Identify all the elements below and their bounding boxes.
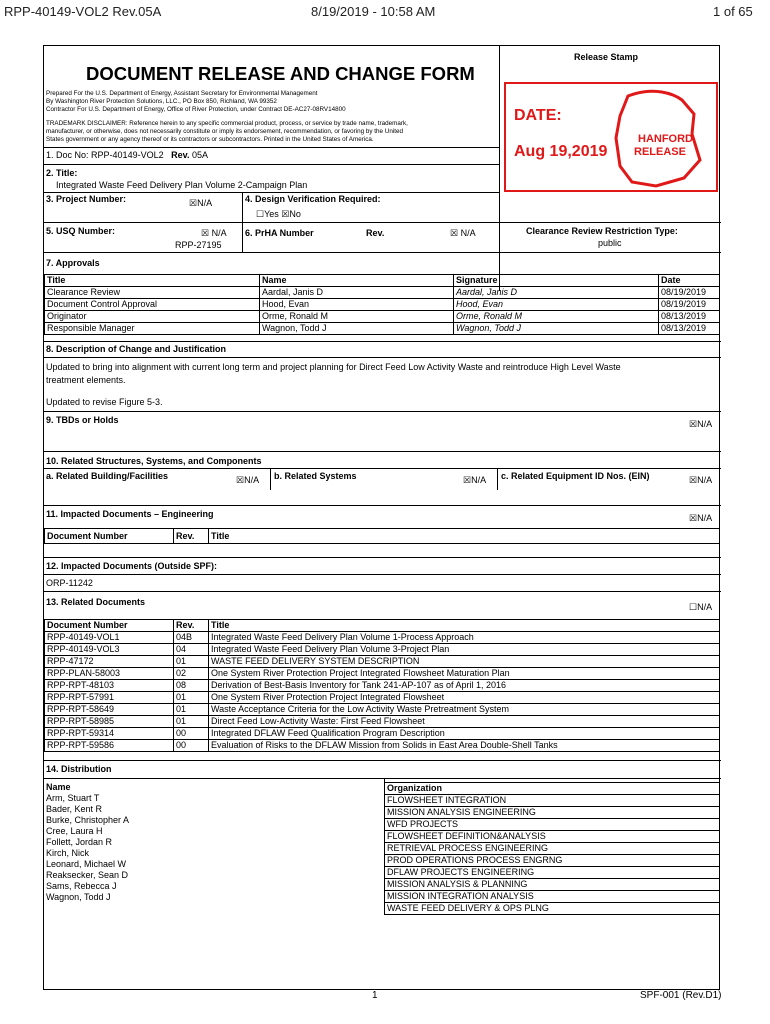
related-docs-na[interactable]: ☐N/A bbox=[689, 602, 713, 612]
table-row: RPP-RPT-57991 01 One System River Protection Project Integrated Flowsheet bbox=[45, 692, 720, 704]
related-ssc-label: 10. Related Structures, Systems, and Components bbox=[46, 456, 262, 466]
trademark-disclaimer: TRADEMARK DISCLAIMER: Reference herein to any specific commercial product, process, or service by trade name, trademark, manufacturer, or otherwise, does not necessarily constitute or imply its endorsement, recommendation, or favoring by the United States government or any agency thereof or its contractors or subcontractors. Printed in the United States of America. bbox=[46, 120, 408, 144]
description-label: 8. Description of Change and Justification bbox=[46, 344, 227, 354]
list-item: Bader, Kent R bbox=[46, 804, 103, 814]
release-stamp bbox=[504, 82, 718, 192]
prha-na[interactable]: ☒ N/A bbox=[450, 228, 476, 238]
table-row: Clearance Review Aardal, Janis D Aardal, Janis D 08/19/2019 bbox=[45, 287, 720, 299]
table-row: DFLAW PROJECTS ENGINEERING bbox=[385, 867, 720, 879]
list-item: Burke, Christopher A bbox=[46, 815, 130, 825]
tbd-label: 9. TBDs or Holds bbox=[46, 415, 119, 425]
distribution-names: Name Arm, Stuart T Bader, Kent R Burke, Christopher A Cree, Laura H Follett, Jordan R Kirch, Nick Leonard, Michael W Reaksecker, Sean D Sams, Rebecca J Wagnon, Todd J bbox=[46, 782, 130, 902]
table-row: PROD OPERATIONS PROCESS ENGRNG bbox=[385, 855, 720, 867]
list-item: Wagnon, Todd J bbox=[46, 892, 111, 902]
description-text: Updated to bring into alignment with current long term and project planning for Direct Feed Low Activity Waste and reintroduce High Level Waste treatment elements. bbox=[46, 362, 621, 385]
impacted-outside-value: ORP-11242 bbox=[46, 578, 93, 588]
related-docs-header: Document Number Rev. Title bbox=[45, 620, 720, 632]
table-row: Responsible Manager Wagnon, Todd J Wagnon, Todd J 08/13/2019 bbox=[45, 323, 720, 335]
list-item: Leonard, Michael W bbox=[46, 859, 127, 869]
project-number-na[interactable]: ☒N/A bbox=[189, 198, 213, 208]
doc-title: Integrated Waste Feed Delivery Plan Volume 2-Campaign Plan bbox=[56, 180, 308, 190]
approvals-header: Title Name Signature Date bbox=[45, 275, 720, 287]
usq-label: 5. USQ Number: bbox=[46, 226, 116, 236]
list-item: Cree, Laura H bbox=[46, 826, 103, 836]
related-buildings-label: a. Related Building/Facilities bbox=[46, 471, 169, 481]
footer-form-id: SPF-001 (Rev.D1) bbox=[640, 990, 722, 1001]
related-systems-na[interactable]: ☒N/A bbox=[463, 475, 487, 485]
header-datetime: 8/19/2019 - 10:58 AM bbox=[311, 4, 436, 19]
prha-label: 6. PrHA Number bbox=[245, 228, 314, 238]
project-number-label: 3. Project Number: bbox=[46, 194, 127, 204]
description-text-2: Updated to revise Figure 5-3. bbox=[46, 397, 163, 407]
table-row: RPP-47172 01 WASTE FEED DELIVERY SYSTEM DESCRIPTION bbox=[45, 656, 720, 668]
form-title: DOCUMENT RELEASE AND CHANGE FORM bbox=[86, 63, 475, 84]
related-systems-label: b. Related Systems bbox=[274, 471, 357, 481]
distribution-org-table: Organization FLOWSHEET INTEGRATION MISSION ANALYSIS ENGINEERING WFD PROJECTS FLOWSHEET DEFINITION&ANALYSIS RETRIEVAL PROCESS ENGINEERING PROD OPERATIONS PROCESS ENGRNG DFLAW PROJECTS ENGINEERING MISSION ANALYSIS & PLANNING MISSION INTEGRATION ANALYSIS WASTE FEED DELIVERY & OPS PLNG bbox=[384, 782, 720, 915]
table-row: MISSION ANALYSIS & PLANNING bbox=[385, 879, 720, 891]
impacted-eng-header: Document Number Rev. Title bbox=[45, 529, 720, 544]
table-row: Originator Orme, Ronald M Orme, Ronald M 08/13/2019 bbox=[45, 311, 720, 323]
usq-number: RPP-27195 bbox=[175, 240, 222, 250]
table-row: RPP-RPT-58985 01 Direct Feed Low-Activity Waste: First Feed Flowsheet bbox=[45, 716, 720, 728]
table-row: WASTE FEED DELIVERY & OPS PLNG bbox=[385, 903, 720, 915]
design-verification-label: 4. Design Verification Required: bbox=[245, 194, 381, 204]
table-row: RPP-RPT-58649 01 Waste Acceptance Criteria for the Low Activity Waste Pretreatment System bbox=[45, 704, 720, 716]
stamp-org: HANFORD bbox=[638, 133, 693, 145]
table-row: FLOWSHEET DEFINITION&ANALYSIS bbox=[385, 831, 720, 843]
impacted-eng-table bbox=[44, 528, 720, 544]
table-row: Document Control Approval Hood, Evan Hood, Evan 08/19/2019 bbox=[45, 299, 720, 311]
table-row: RPP-40149-VOL1 04B Integrated Waste Feed Delivery Plan Volume 1-Process Approach bbox=[45, 632, 720, 644]
distribution-label: 14. Distribution bbox=[46, 764, 112, 774]
table-row: RPP-RPT-59586 00 Evaluation of Risks to the DFLAW Mission from Solids in East Area Double-Shell Tanks bbox=[45, 740, 720, 752]
doc-rev: 05A bbox=[191, 150, 208, 160]
approvals-label: 7. Approvals bbox=[46, 258, 100, 268]
table-row: RETRIEVAL PROCESS ENGINEERING bbox=[385, 843, 720, 855]
impacted-eng-label: 11. Impacted Documents – Engineering bbox=[46, 509, 214, 519]
impacted-outside-label: 12. Impacted Documents (Outside SPF): bbox=[46, 561, 218, 571]
related-equipment-na[interactable]: ☒N/A bbox=[689, 475, 713, 485]
table-row: RPP-RPT-59314 00 Integrated DFLAW Feed Qualification Program Description bbox=[45, 728, 720, 740]
tbd-na[interactable]: ☒N/A bbox=[689, 419, 713, 429]
clearance-label: Clearance Review Restriction Type: bbox=[526, 226, 678, 236]
list-item: Kirch, Nick bbox=[46, 848, 90, 858]
list-item: Follett, Jordan R bbox=[46, 837, 113, 847]
related-docs-table bbox=[44, 619, 720, 752]
prha-rev-label: Rev. bbox=[366, 228, 385, 238]
usq-na[interactable]: ☒ N/A bbox=[201, 228, 227, 238]
list-item: Arm, Stuart T bbox=[46, 793, 100, 803]
list-item: Sams, Rebecca J bbox=[46, 881, 117, 891]
stamp-release: RELEASE bbox=[634, 146, 686, 158]
prepared-block: Prepared For the U.S. Department of Energy, Assistant Secretary for Environmental Management By Washington River Protection Solutions, LLC., PO Box 850, Richland, WA 99352 Contractor For U.S. Department of Energy, Office of River Protection, under Contract DE-AC27-08RV14800 bbox=[46, 90, 346, 114]
approvals-table bbox=[44, 274, 720, 335]
clearance-value: public bbox=[598, 238, 622, 248]
table-row: RPP-40149-VOL3 04 Integrated Waste Feed Delivery Plan Volume 3-Project Plan bbox=[45, 644, 720, 656]
impacted-eng-na[interactable]: ☒N/A bbox=[689, 513, 713, 523]
list-item: Reaksecker, Sean D bbox=[46, 870, 129, 880]
stamp-date: Aug 19,2019 bbox=[514, 143, 608, 160]
header-doc-id: RPP-40149-VOL2 Rev.05A bbox=[4, 4, 162, 19]
table-row: RPP-RPT-48103 08 Derivation of Best-Basis Inventory for Tank 241-AP-107 as of April 1, 2016 bbox=[45, 680, 720, 692]
table-row: RPP-PLAN-58003 02 One System River Protection Project Integrated Flowsheet Maturation Plan bbox=[45, 668, 720, 680]
release-form bbox=[43, 45, 720, 990]
related-equipment-label: c. Related Equipment ID Nos. (EIN) bbox=[501, 471, 650, 481]
table-row: FLOWSHEET INTEGRATION bbox=[385, 795, 720, 807]
related-buildings-na[interactable]: ☒N/A bbox=[236, 475, 260, 485]
table-row: MISSION INTEGRATION ANALYSIS bbox=[385, 891, 720, 903]
design-verification-choice[interactable]: ☐Yes ☒No bbox=[256, 209, 301, 219]
header-page-count: 1 of 65 bbox=[713, 4, 753, 19]
stamp-date-label: DATE: bbox=[514, 107, 562, 124]
table-row: WFD PROJECTS bbox=[385, 819, 720, 831]
title-label: 2. Title: bbox=[46, 168, 78, 178]
footer-page-number: 1 bbox=[372, 990, 378, 1001]
doc-no-row: 1. Doc No: RPP-40149-VOL2 Rev. 05A bbox=[46, 150, 208, 160]
release-stamp-label: Release Stamp bbox=[574, 52, 639, 62]
related-docs-label: 13. Related Documents bbox=[46, 597, 146, 607]
table-row: MISSION ANALYSIS ENGINEERING bbox=[385, 807, 720, 819]
doc-no: RPP-40149-VOL2 bbox=[91, 150, 164, 160]
